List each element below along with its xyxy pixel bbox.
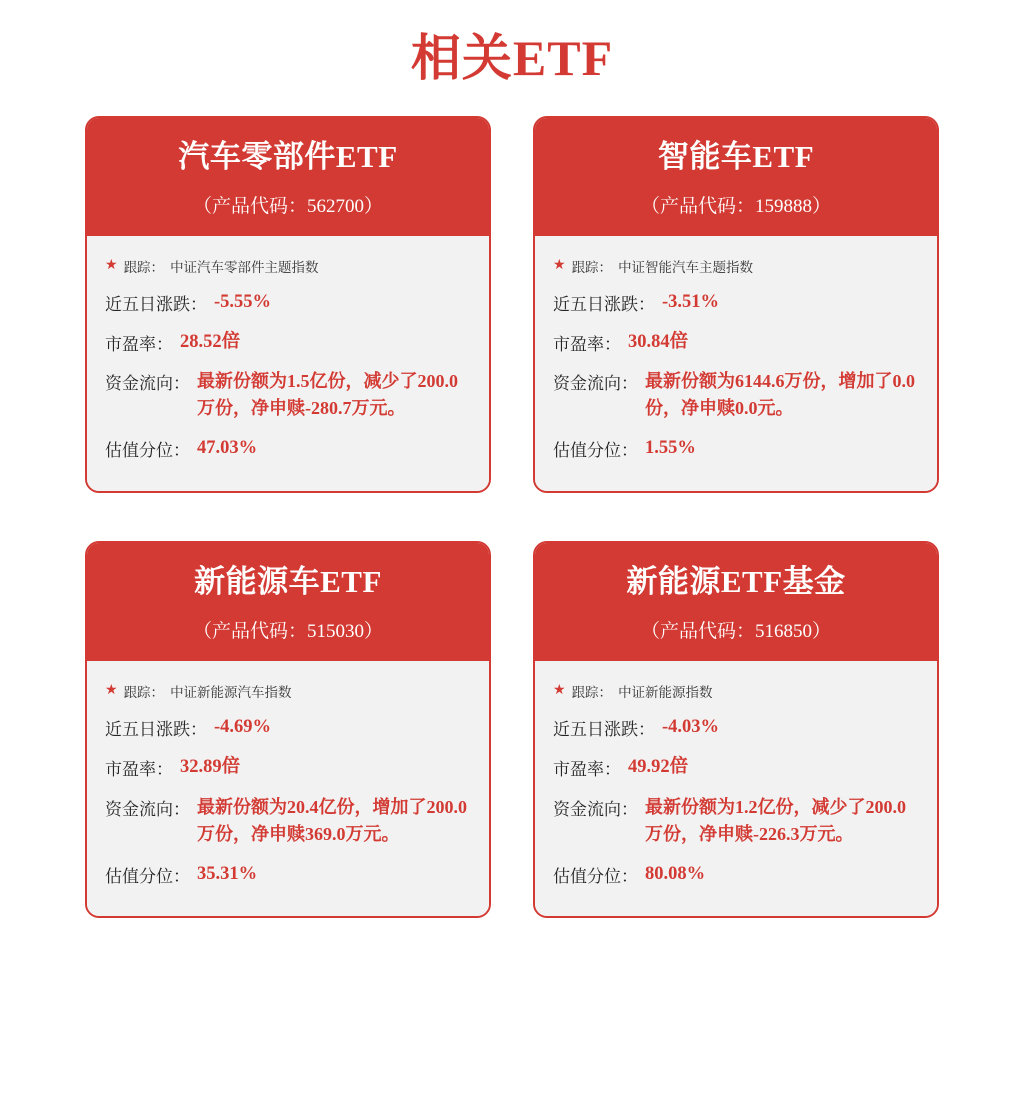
etf-track-row — [553, 256, 919, 276]
five-day-change-label: 近五日涨跌： — [105, 294, 207, 314]
five-day-change-value: -4.69% — [214, 716, 272, 737]
etf-card[interactable] — [533, 116, 939, 493]
etf-name: 智能车ETF — [657, 139, 815, 174]
etf-fund-flow-row — [553, 794, 919, 848]
fund-flow-label: 资金流向： — [105, 374, 190, 394]
etf-track-index: 中证新能源汽车指数 — [170, 684, 292, 700]
etf-track-index: 中证汽车零部件主题指数 — [170, 259, 319, 275]
valuation-percentile-label: 估值分位： — [105, 441, 190, 461]
etf-card-body — [87, 236, 489, 491]
etf-card-header — [87, 118, 489, 236]
valuation-percentile-label: 估值分位： — [553, 441, 638, 461]
five-day-change-value: -4.03% — [662, 716, 720, 737]
pe-ratio-value: 28.52倍 — [180, 331, 241, 352]
five-day-change-label: 近五日涨跌： — [105, 719, 207, 739]
etf-valuation-percentile-row — [553, 861, 919, 888]
etf-name: 新能源ETF基金 — [626, 564, 846, 600]
etf-five-day-change-row — [105, 714, 471, 741]
valuation-percentile-value: 80.08% — [645, 863, 706, 884]
etf-card[interactable] — [533, 541, 939, 918]
etf-track-label: 跟踪： — [123, 684, 165, 700]
etf-fund-flow-row — [105, 368, 471, 422]
etf-card-body — [87, 661, 489, 916]
etf-track-label: 跟踪： — [571, 259, 613, 275]
five-day-change-label: 近五日涨跌： — [553, 294, 655, 314]
etf-card-header — [87, 543, 489, 661]
valuation-percentile-label: 估值分位： — [553, 866, 638, 886]
star-icon: ★ — [105, 257, 118, 273]
etf-valuation-percentile-row — [105, 435, 471, 462]
five-day-change-label: 近五日涨跌： — [553, 719, 655, 739]
pe-ratio-value: 49.92倍 — [628, 756, 689, 777]
etf-pe-ratio-row — [553, 329, 919, 356]
etf-product-code: （产品代码：515030） — [192, 620, 383, 642]
star-icon: ★ — [105, 682, 118, 698]
fund-flow-label: 资金流向： — [553, 374, 638, 394]
etf-pe-ratio-row — [553, 754, 919, 781]
etf-valuation-percentile-row — [553, 435, 919, 462]
etf-five-day-change-row — [553, 289, 919, 316]
fund-flow-value: 最新份额为20.4亿份，增加了200.0万份，净申赎369.0万元。 — [197, 796, 467, 844]
star-icon: ★ — [553, 257, 566, 273]
etf-card[interactable] — [85, 116, 491, 493]
five-day-change-value: -3.51% — [662, 291, 720, 312]
etf-card[interactable] — [85, 541, 491, 918]
etf-product-code: （产品代码：516850） — [640, 620, 831, 642]
page-title: 相关ETF — [410, 30, 614, 86]
valuation-percentile-value: 1.55% — [645, 438, 696, 459]
fund-flow-label: 资金流向： — [553, 799, 638, 819]
fund-flow-label: 资金流向： — [105, 799, 190, 819]
fund-flow-value: 最新份额为1.5亿份，减少了200.0万份，净申赎-280.7万元。 — [197, 371, 458, 419]
etf-product-code: （产品代码：562700） — [192, 195, 383, 217]
pe-ratio-label: 市盈率： — [105, 334, 173, 354]
etf-card-header — [535, 118, 937, 236]
pe-ratio-label: 市盈率： — [553, 334, 621, 354]
etf-card-grid — [0, 116, 1024, 918]
etf-track-row — [553, 681, 919, 701]
etf-fund-flow-row — [105, 794, 471, 848]
star-icon: ★ — [553, 682, 566, 698]
pe-ratio-value: 30.84倍 — [628, 331, 689, 352]
etf-fund-flow-row — [553, 368, 919, 422]
pe-ratio-label: 市盈率： — [105, 759, 173, 779]
etf-track-row — [105, 256, 471, 276]
five-day-change-value: -5.55% — [214, 291, 272, 312]
etf-name: 新能源车ETF — [194, 564, 382, 600]
etf-product-code: （产品代码：159888） — [640, 195, 831, 217]
valuation-percentile-label: 估值分位： — [105, 866, 190, 886]
etf-pe-ratio-row — [105, 329, 471, 356]
fund-flow-value: 最新份额为1.2亿份，减少了200.0万份，净申赎-226.3万元。 — [645, 796, 906, 844]
valuation-percentile-value: 47.03% — [197, 438, 258, 459]
etf-track-row — [105, 681, 471, 701]
valuation-percentile-value: 35.31% — [197, 863, 258, 884]
etf-track-label: 跟踪： — [571, 684, 613, 700]
etf-valuation-percentile-row — [105, 861, 471, 888]
etf-five-day-change-row — [105, 289, 471, 316]
etf-track-label: 跟踪： — [123, 259, 165, 275]
pe-ratio-value: 32.89倍 — [180, 756, 241, 777]
etf-card-body — [535, 661, 937, 916]
etf-card-body — [535, 236, 937, 491]
etf-track-index: 中证新能源指数 — [618, 684, 713, 700]
etf-card-header — [535, 543, 937, 661]
pe-ratio-label: 市盈率： — [553, 759, 621, 779]
etf-five-day-change-row — [553, 714, 919, 741]
etf-track-index: 中证智能汽车主题指数 — [618, 259, 754, 275]
etf-name: 汽车零部件ETF — [178, 139, 398, 174]
etf-pe-ratio-row — [105, 754, 471, 781]
fund-flow-value: 最新份额为6144.6万份，增加了0.0份，净申赎0.0元。 — [645, 371, 915, 419]
